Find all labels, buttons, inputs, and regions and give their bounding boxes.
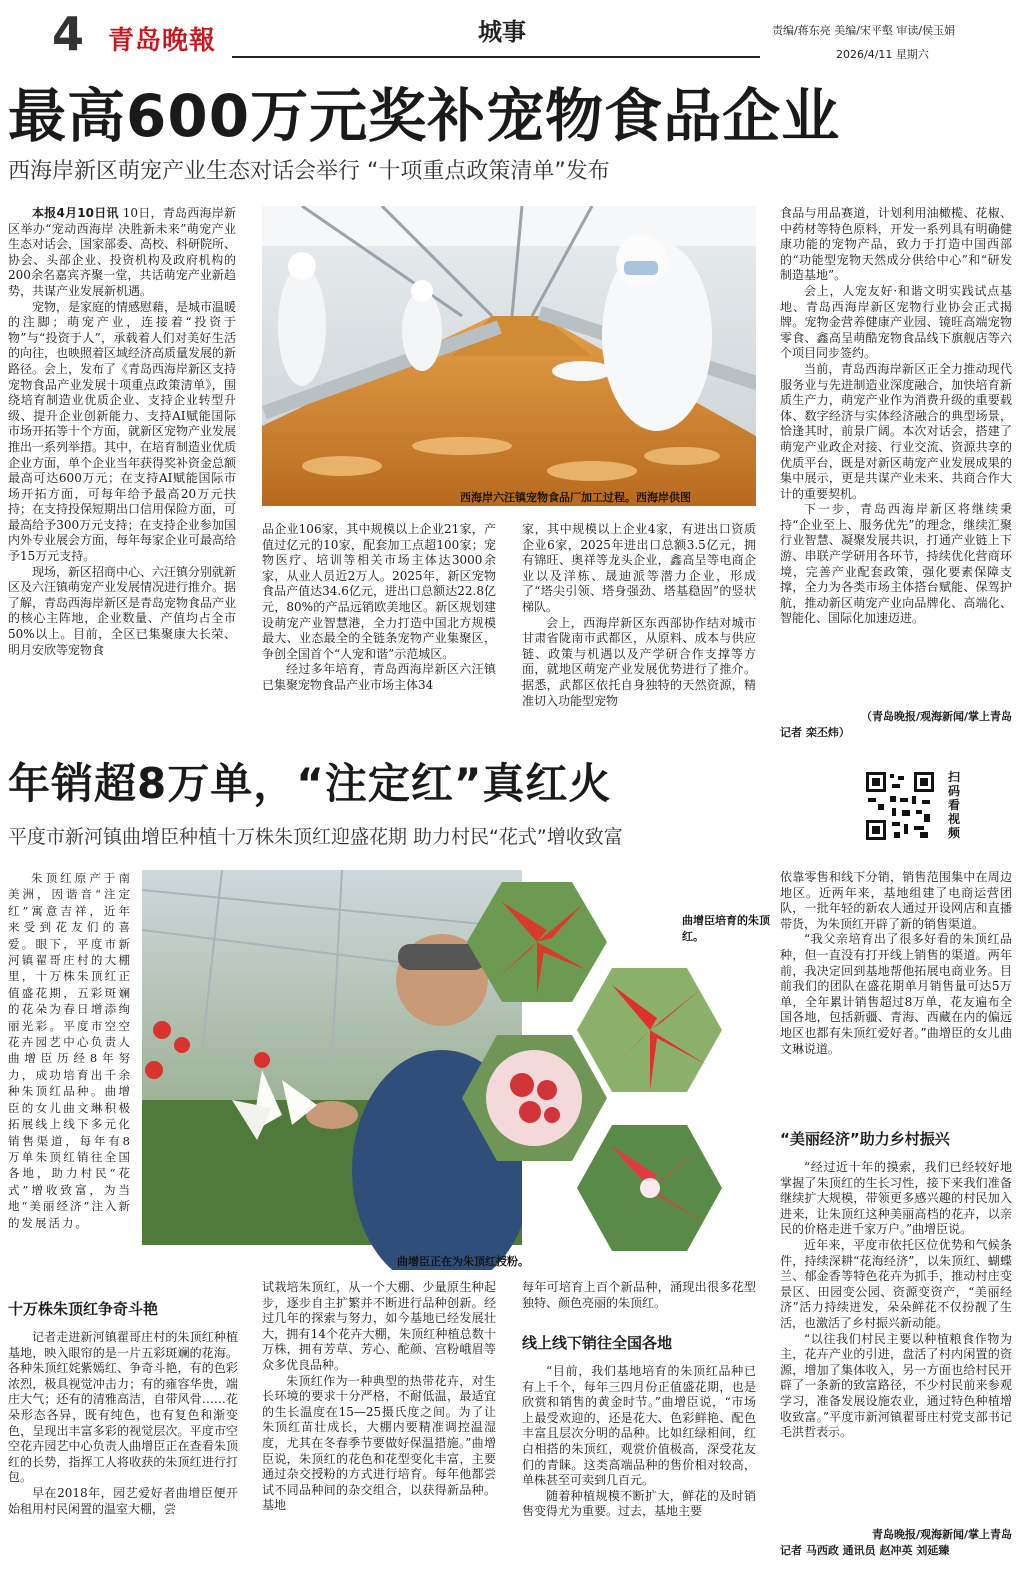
article2-paragraph: 每年可培育上百个新品种，涌现出很多花型独特、颜色亮丽的朱顶红。 <box>522 1280 756 1310</box>
article1-subheadline: 西海岸新区萌宠产业生态对话会举行 “十项重点政策清单”发布 <box>8 159 610 184</box>
section-heading: “美丽经济”助力乡村振兴 <box>780 1130 950 1148</box>
article1-paragraph: 10日，青岛西海岸新区举办“宠动西海岸 决胜新未来”萌宠产业生态对话会，国家部委、高校、科研院所、协会、头部企业、投资机构及政府机构的200余名嘉宾齐聚一堂，共话萌宠产业新趋势，共谋产业发展新机遇。 <box>8 206 236 298</box>
section-title: 城事 <box>478 18 526 46</box>
section-heading: 十万株朱顶红争奇斗艳 <box>8 1300 159 1318</box>
article2-byline-outlet: 青岛晚报/观海新闻/掌上青岛 <box>871 1528 1012 1541</box>
page-number: 4 <box>52 7 85 61</box>
qr-code-icon <box>864 770 936 842</box>
article1-paragraph: 品企业106家，其中规模以上企业21家，产值过亿元的10家，配套加工点超100家；宠物医疗、培训等相关市场主体达3000余家，从业人员近2万人。2025年，新区宠物食品产值达34.6亿元，进出口总额达22.8亿元，80%的产品远销欧美地区。新区规划建设萌宠产业智慧港，全力打造中国北方规模最大、业态最全的全链条宠物产业集聚区，争创全国首个“人宠和谐”示范城区。 <box>262 522 496 661</box>
flower-photo-image <box>142 870 776 1270</box>
pollination-photo-caption: 曲增臣正在为朱顶红授粉。 <box>397 1255 529 1268</box>
article2-paragraph: “目前，我们基地培育的朱顶红品种已有上千个，每年三四月份正值盛花期，也是欣赏和销售的黄金时节。”曲增臣说，“市场上最受欢迎的，还是花大、色彩鲜艳、配色丰富且层次分明的品种。比如红绿相间，红白相搭的朱顶红，观赏价值极高，深受花友们的青睐。这类高端品种的售价相对较高，单株甚至可卖到几百元。 <box>522 1364 756 1488</box>
article2-paragraph: 近年来，平度市依托区位优势和气候条件，持续深耕“花海经济”，以朱顶红、蝴蝶兰、郁金香等特色花卉为抓手，推动村庄变景区、田园变公园、资源变资产，“美丽经济”活力持续迸发，朵朵鲜花不仅扮靓了生活，也激活了乡村振兴新动能。 <box>780 1237 1012 1330</box>
article2-headline: 年销超8万单，“注定红”真红火 <box>8 759 612 808</box>
article2-paragraph: 试栽培朱顶红，从一个大棚、少量原生种起步，逐步自主扩繁并不断进行品种创新。经过几年的探索与努力，如今基地已经发展壮大，拥有14个花卉大棚，朱顶红种植总数十万株，拥有芳草、芳心、酡颜、宫粉峨眉等众多优良品种。 <box>262 1280 496 1372</box>
factory-photo-caption: 西海岸六汪镇宠物食品厂加工过程。西海岸供图 <box>460 491 691 504</box>
article2-column-4b <box>780 1160 1012 1518</box>
article1-headline: 最高600万元奖补宠物食品企业 <box>8 82 841 150</box>
article1-column-3 <box>522 522 756 738</box>
article1-byline <box>780 708 1012 740</box>
article2-paragraph: “经过近十年的摸索，我们已经较好地掌握了朱顶红的生长习性，接下来我们准备继续扩大规模，带领更多感兴趣的村民加入进来，让朱顶红这种美丽高档的花卉，以亲民的价格走进千家万户。”曲增臣说。 <box>780 1160 1012 1237</box>
article2-paragraph: 朱顶红作为一种典型的热带花卉，对生长环境的要求十分严格，不耐低温，最适宜的生长温度在15—25摄氏度之间。为了让朱顶红苗壮成长，大棚内要精准调控温湿度，尤其在冬春季节要做好保温措施。”曲增臣说，朱顶红的花色和花型变化丰富，主要通过杂交授粉的方式进行培育。每年他都尝试不同品种间的杂交组合，以获得新品种。基地 <box>262 1373 496 1513</box>
article2-paragraph: 随着种植规模不断扩大，鲜花的及时销售变得尤为重要。过去，基地主要 <box>522 1488 756 1519</box>
article1-paragraph: 现场，新区招商中心、六汪镇分别就新区及六汪镇萌宠产业发展情况进行推介。据了解，青岛西海岸新区是青岛宠物食品产业的核心主阵地，企业数量、产值均占全市50%以上。目前，全区已集聚康大长荣、明月安欣等宠物食 <box>8 564 236 657</box>
section-heading: 线上线下销往全国各地 <box>522 1334 673 1352</box>
header-rule <box>232 56 760 58</box>
article1-paragraph: 当前，青岛西海岸新区正全力推动现代服务业与先进制造业深度融合，加快培育新质生产力，萌宠产业作为消费升级的重要载体、数字经济与实体经济融合的典型场景，恰逢其时，前景广阔。本次对话会，搭建了萌宠产业政企对接、行业交流、资源共享的优质平台，既是对新区萌宠产业发展成果的集中展示，更是共谋产业未来、共商合作大计的重要契机。 <box>780 361 1012 501</box>
article1-paragraph: 会上，西海岸新区东西部协作结对城市甘肃省陇南市武都区，从原料、成本与供应链、政策与机遇以及产学研合作支撑等方面，就地区萌宠产业发展优势进行了推介。据悉，武都区依托自身独特的天然资源，精准切入功能型宠物 <box>522 615 756 708</box>
article1-column-4 <box>780 206 1012 706</box>
qr-code-label: 扫码看视频 <box>948 770 961 840</box>
flower-photo-caption: 曲增臣培育的朱顶红。 <box>682 914 770 943</box>
article1-column-2 <box>262 522 496 738</box>
article2-column-3b <box>522 1364 756 1564</box>
article2-column-4a <box>780 870 1012 1118</box>
article1-lead: 本报4月10日讯 <box>32 206 119 220</box>
article2-subheadline: 平度市新河镇曲增臣种植十万株朱顶红迎盛花期 助力村民“花式”增收致富 <box>8 826 623 848</box>
issue-date: 2026/4/11 星期六 <box>836 48 929 61</box>
article2-byline-reporters: 记者 马西政 通讯员 赵冲英 刘延臻 <box>780 1544 950 1557</box>
article1-column-1 <box>8 206 236 738</box>
factory-photo-image <box>262 206 756 506</box>
article1-paragraph: 经过多年培育，青岛西海岸新区六汪镇已集聚宠物食品产业市场主体34 <box>262 662 496 692</box>
article1-paragraph: 宠物，是家庭的情感慰藉，是城市温暖的注脚；萌宠产业，连接着“投资于物”与“投资于人”，承载着人们对美好生活的向往，也映照着区域经济高质量发展的新路径。会上，发布了《青岛西海岸新区支持宠物食品产业发展十项重点政策清单》，围绕培育制造业优质企业、支持企业转型升级、提升企业创新能力、支持AI赋能国际市场开拓等十个方面，就新区宠物产业发展推出一系列举措。其中，在培育制造业优质企业方面，单个企业当年获得奖补资金总额最高可达600万元；在支持AI赋能国际市场开拓方面，可每年给予最高20万元扶持；在支持投保短期出口信用保险方面，可最高给予300万元支持；在支持企业参加国内外专业展会方面，每年每家企业可最高给予15万元支持。 <box>8 299 236 564</box>
article2-column-1 <box>8 1330 238 1564</box>
article1-paragraph: 家，其中规模以上企业4家，有进出口资质企业6家，2025年进出口总额3.5亿元，拥有锦旺、奥祥等龙头企业，鑫高呈等电商企业以及洋栋、晟迪派等潜力企业，形成了“塔尖引领、塔身强劲、塔基稳固”的竖状梯队。 <box>522 522 756 614</box>
article2-paragraph: “我父亲培育出了很多好看的朱顶红品种，但一直没有打开线上销售的渠道。两年前，我决定回到基地帮他拓展电商业务。目前我们的团队在盛花期单月销售量可达5万单，全年累计销售超过8万单，花友遍布全国各地，包括新疆、青海、西藏在内的偏远地区也都有朱顶红爱好者。”曲增臣的女儿曲文琳说道。 <box>780 932 1012 1056</box>
article2-paragraph: 早在2018年，园艺爱好者曲增臣便开始租用村民闲置的温室大棚，尝 <box>8 1485 238 1516</box>
article1-paragraph: 食品与用品赛道，计划利用油橄榄、花椒、中药材等特色原料，开发一系列具有明确健康功能的宠物产品，致力于打造中国西部的“功能型宠物天然成分供给中心”和“研发制造基地”。 <box>780 206 1012 283</box>
article1-paragraph: 下一步，青岛西海岸新区将继续秉持“企业至上、服务优先”的理念，继续汇聚行业智慧、凝聚发展共识，打通产业链上下游、串联产学研用各环节，持续优化营商环境，完善产业配套政策，强化要素保障支撑，全力为各类市场主体搭台赋能、保驾护航，推动新区萌宠产业向品牌化、高端化、智能化、国际化加速迈进。 <box>780 502 1012 626</box>
article1-byline-reporter: 记者 栾丕炜） <box>780 726 850 739</box>
article2-paragraph: “以往我们村民主要以种植粮食作物为主，花卉产业的引进，盘活了村内闲置的资源，增加了集体收入，另一方面也给村民开辟了一条新的致富路径，不少村民前来参观学习，准备发展设施农业，通过特色种植增收致富。”平度市新河镇翟哥庄村党支部书记毛洪哲表示。 <box>780 1331 1012 1440</box>
factory-photo <box>262 206 756 506</box>
article2-column-2 <box>262 1280 496 1564</box>
article2-intro <box>8 870 132 1268</box>
article2-paragraph: 朱顶红原产于南美洲，因谐音“注定红”寓意吉祥，近年来受到花友们的喜爱。眼下，平度市新河镇翟哥庄村的大棚里，十万株朱顶红正值盛花期，五彩斑斓的花朵为春日增添绚丽光彩。平度市空空花卉园艺中心负责人曲增臣历经8年努力，成功培育出千余种朱顶红品种。曲增臣的女儿曲文琳积极拓展线上线下多元化销售渠道，每年有8万单朱顶红销往全国各地，助力村民“花式”增收致富，为当地“美丽经济”注入新的发展活力。 <box>8 871 132 1230</box>
newspaper-masthead: 青岛晚報 <box>108 26 217 56</box>
flower-photo <box>142 870 776 1270</box>
article2-paragraph: 依靠零售和线下分销，销售范围集中在周边地区。近两年来，基地组建了电商运营团队，一批年轻的新农人通过开设网店和直播带货，为朱顶红开辟了新的销售渠道。 <box>780 870 1012 931</box>
article1-byline-outlet: （青岛晚报/观海新闻/掌上青岛 <box>860 710 1012 723</box>
qr-code[interactable] <box>864 770 936 842</box>
editor-credits: 责编/蒋东亮 美编/宋平壑 审读/侯玉娟 <box>772 24 956 37</box>
article1-paragraph: 会上，人宠友好·和谐文明实践试点基地、青岛西海岸新区宠物行业协会正式揭牌。宠物金营养健康产业园、镜旺高端宠物零食、鑫高呈萌酷宠物食品线下旗舰店等六个项目同步签约。 <box>780 283 1012 361</box>
article2-column-3a <box>522 1280 756 1314</box>
article2-paragraph: 记者走进新河镇翟哥庄村的朱顶红种植基地，映入眼帘的是一片五彩斑斓的花海。各种朱顶红姹紫嫣红、争奇斗艳，有的色彩浓烈，极具视觉冲击力；有的雍容华贵，端庄大气；还有的清雅高洁，自带风骨……花朵形态各异，既有纯色，也有复色和渐变色，呈现出丰富多彩的视觉层次。平度市空空花卉园艺中心负责人曲增臣正在查看朱顶红的长势，指挥工人将收获的朱顶红进行打包。 <box>8 1330 238 1485</box>
article2-byline <box>780 1526 1012 1558</box>
